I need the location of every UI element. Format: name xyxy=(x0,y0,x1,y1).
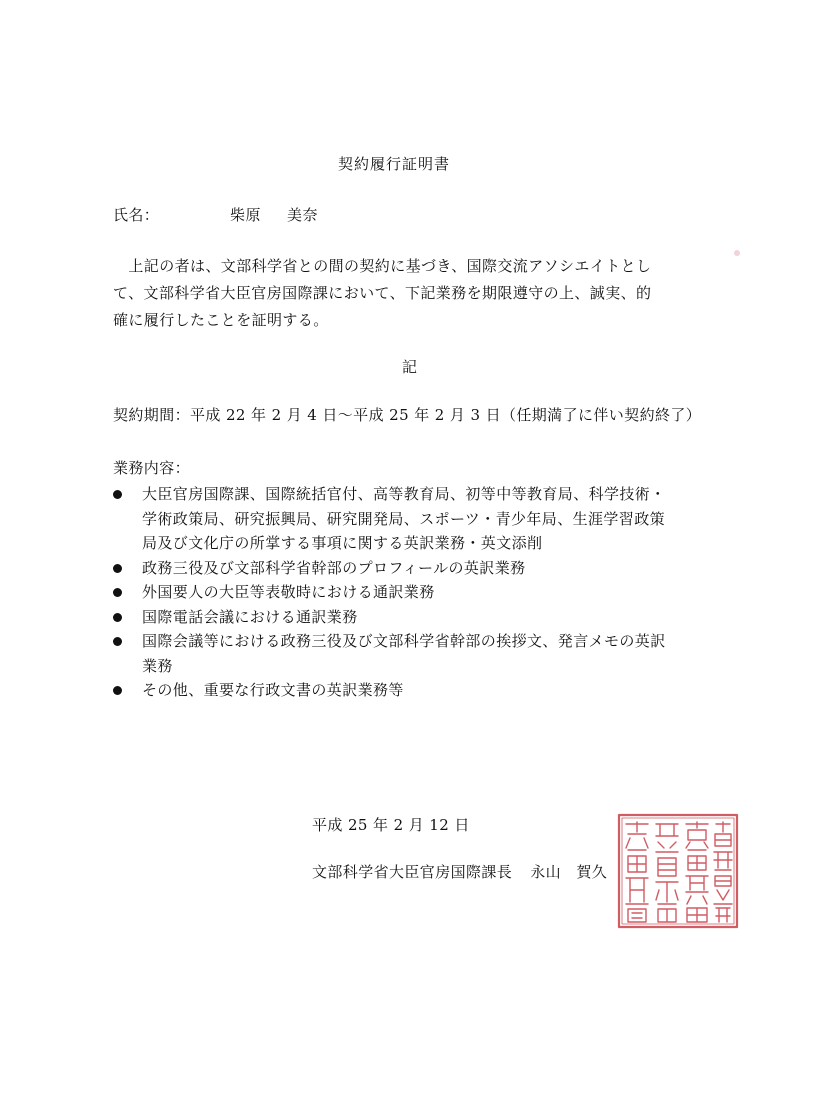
name-label: 氏名： xyxy=(113,206,160,224)
bullet-icon xyxy=(113,490,122,499)
duty-line: 局及び文化庁の所掌する事項に関する英訳業務・英文添削 xyxy=(142,534,543,552)
duty-line: 業務 xyxy=(142,656,173,675)
bullet-icon xyxy=(113,686,122,695)
list-item xyxy=(113,580,733,605)
paragraph-line: 上記の者は、文部科学省との間の契約に基づき、国際交流アソシエイトとし xyxy=(113,257,652,275)
duties-label: 業務内容： xyxy=(113,459,191,477)
duties-list xyxy=(113,482,733,703)
duty-line: 政務三役及び文部科学省幹部のプロフィールの英訳業務 xyxy=(142,558,526,577)
paper-smudge xyxy=(734,250,740,256)
list-item xyxy=(113,629,733,678)
bullet-icon xyxy=(113,637,122,646)
list-item xyxy=(113,556,733,581)
duty-line: 学術政策局、研究振興局、研究開発局、スポーツ・青少年局、生涯学習政策 xyxy=(142,509,666,528)
list-item xyxy=(113,678,733,703)
signer-name: 永山 賀久 xyxy=(530,863,608,881)
issue-date: 平成 25 年 2 月 12 日 xyxy=(312,816,470,834)
duty-line: その他、重要な行政文書の英訳業務等 xyxy=(142,681,404,699)
contract-period: 契約期間：平成 22 年 2 月 4 日～平成 25 年 2 月 3 日（任期満了に伴い契約終了） xyxy=(113,406,702,424)
duty-line: 国際会議等における政務三役及び文部科学省幹部の挨拶文、発言メモの英訳 xyxy=(142,632,666,650)
bullet-icon xyxy=(113,564,122,573)
document-title: 契約履行証明書 xyxy=(338,155,451,173)
list-item xyxy=(113,605,733,630)
bullet-icon xyxy=(113,588,122,597)
signer-title: 文部科学省大臣官房国際課長 xyxy=(312,863,513,881)
list-item xyxy=(113,482,733,556)
given-name: 美奈 xyxy=(287,206,319,224)
duty-line: 外国要人の大臣等表敬時における通訳業務 xyxy=(142,583,435,601)
paragraph-line: て、文部科学省大臣官房国際課において、下記業務を期限遵守の上、誠実、的 xyxy=(113,284,652,302)
ki-heading: 記 xyxy=(402,358,418,376)
family-name: 柴原 xyxy=(230,206,262,224)
signer-line xyxy=(312,862,607,882)
official-seal-stamp xyxy=(616,812,740,930)
paragraph-line: 確に履行したことを証明する。 xyxy=(113,311,329,329)
name-value xyxy=(230,205,318,225)
duty-line: 国際電話会議における通訳業務 xyxy=(142,607,358,626)
certification-paragraph xyxy=(113,253,723,334)
duty-line: 大臣官房国際課、国際統括官付、高等教育局、初等中等教育局、科学技術・ xyxy=(142,485,666,503)
bullet-icon xyxy=(113,613,122,622)
